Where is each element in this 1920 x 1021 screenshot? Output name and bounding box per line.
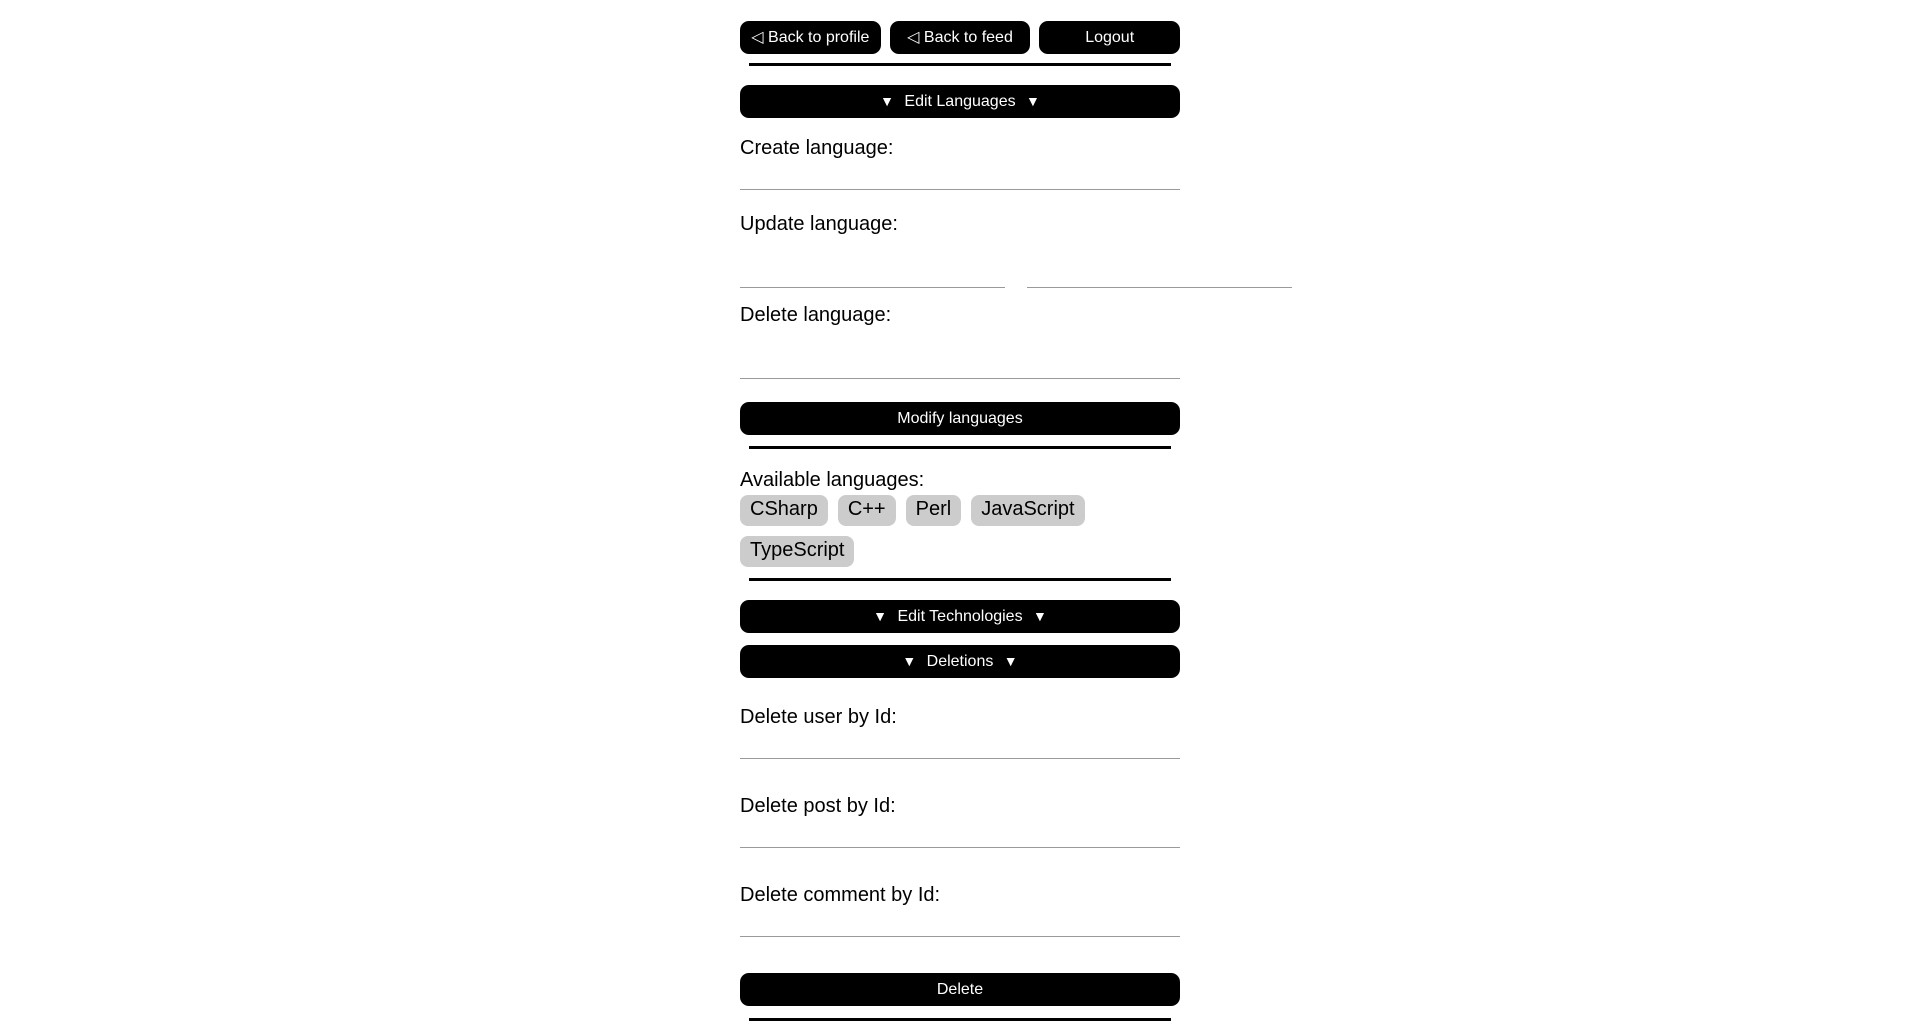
modify-languages-button[interactable] bbox=[740, 402, 1180, 435]
delete-user-field bbox=[740, 706, 1180, 759]
delete-language-input[interactable] bbox=[740, 327, 1180, 379]
language-tag[interactable]: TypeScript bbox=[740, 536, 854, 567]
delete-comment-field bbox=[740, 884, 1180, 937]
logout-label: Logout bbox=[1085, 29, 1135, 46]
create-language-field bbox=[740, 137, 1180, 190]
chevron-down-icon: ▼ bbox=[1003, 653, 1018, 669]
delete-button[interactable] bbox=[740, 973, 1180, 1006]
language-tag[interactable]: Perl bbox=[906, 495, 962, 526]
edit-technologies-toggle-label: Edit Technologies bbox=[897, 608, 1023, 625]
deletions-toggle[interactable] bbox=[740, 645, 1180, 678]
deletions-toggle-label: Deletions bbox=[926, 653, 994, 670]
language-tag[interactable]: CSharp bbox=[740, 495, 828, 526]
delete-post-label: Delete post by Id: bbox=[740, 795, 896, 817]
admin-panel bbox=[740, 0, 1180, 1021]
language-tag[interactable]: JavaScript bbox=[971, 495, 1084, 526]
update-language-from-input[interactable] bbox=[740, 236, 1005, 288]
delete-button-label: Delete bbox=[936, 981, 984, 998]
modify-languages-label: Modify languages bbox=[897, 410, 1023, 427]
back-to-feed-label: Back to feed bbox=[923, 29, 1013, 46]
divider bbox=[749, 63, 1171, 66]
top-nav bbox=[740, 21, 1180, 54]
available-languages-label: Available languages: bbox=[740, 469, 925, 491]
delete-comment-label: Delete comment by Id: bbox=[740, 884, 941, 906]
update-language-to-input[interactable] bbox=[1027, 236, 1292, 288]
back-icon: ◁ bbox=[907, 29, 920, 46]
language-tag[interactable]: C++ bbox=[838, 495, 896, 526]
deletions-form bbox=[740, 706, 1180, 1006]
create-language-label: Create language: bbox=[740, 137, 894, 159]
edit-languages-toggle-label: Edit Languages bbox=[904, 93, 1016, 110]
update-language-label: Update language: bbox=[740, 213, 898, 235]
available-languages-section bbox=[740, 469, 1180, 569]
divider bbox=[749, 446, 1171, 449]
edit-languages-form bbox=[740, 137, 1180, 435]
chevron-down-icon: ▼ bbox=[873, 608, 887, 624]
delete-post-input[interactable] bbox=[740, 818, 1180, 848]
edit-technologies-toggle[interactable] bbox=[740, 600, 1180, 633]
create-language-input[interactable] bbox=[740, 160, 1180, 190]
language-tags bbox=[740, 495, 1180, 569]
delete-user-label: Delete user by Id: bbox=[740, 706, 897, 728]
chevron-down-icon: ▼ bbox=[1033, 608, 1047, 624]
delete-user-input[interactable] bbox=[740, 729, 1180, 759]
edit-languages-toggle[interactable] bbox=[740, 85, 1180, 118]
delete-post-field bbox=[740, 795, 1180, 848]
logout-button[interactable] bbox=[1039, 21, 1180, 54]
back-to-profile-button[interactable] bbox=[740, 21, 881, 54]
update-language-field bbox=[740, 213, 1180, 288]
delete-language-field bbox=[740, 304, 1180, 379]
divider bbox=[749, 578, 1171, 581]
back-to-profile-label: Back to profile bbox=[768, 29, 870, 46]
chevron-down-icon: ▼ bbox=[880, 93, 894, 109]
chevron-down-icon: ▼ bbox=[902, 653, 917, 669]
back-to-feed-button[interactable] bbox=[890, 21, 1031, 54]
delete-comment-input[interactable] bbox=[740, 907, 1180, 937]
chevron-down-icon: ▼ bbox=[1026, 93, 1040, 109]
delete-language-label: Delete language: bbox=[740, 304, 892, 326]
back-icon: ◁ bbox=[751, 29, 764, 46]
